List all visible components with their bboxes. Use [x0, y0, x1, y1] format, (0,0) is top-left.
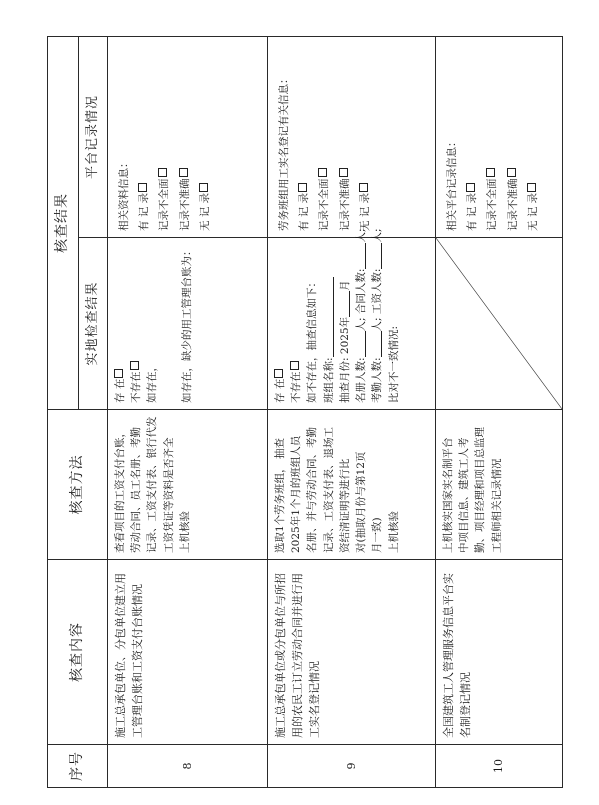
- checkbox[interactable]: [359, 183, 368, 192]
- checkbox[interactable]: [486, 169, 495, 178]
- row-content: 施工总承包单位或分包单位与所招用的农民工订立劳动合同并进行用工实名登记情况: [267, 560, 435, 745]
- row-seq: 10: [435, 745, 562, 788]
- fill-in-blank[interactable]: [371, 331, 382, 357]
- checkbox[interactable]: [114, 369, 123, 378]
- fill-in-blank[interactable]: [355, 243, 366, 269]
- fill-in-blank[interactable]: [355, 331, 366, 357]
- row-seq: 9: [267, 745, 435, 788]
- verification-table: [47, 36, 563, 788]
- checkbox[interactable]: [274, 369, 283, 378]
- row-onsite: 存 在 不存在 如不存在，抽查信息如下： 班组名称: 抽查月份: 2025年月 名册人数:人; 合同人数:人; 考勤人数:人; 工资人数:人; 比对不一致情况:: [267, 238, 435, 410]
- row-platform: 相关平台记录信息： 有 记 录 记录不全面 记录不准确 无 记 录: [435, 37, 562, 238]
- checkbox[interactable]: [138, 183, 147, 192]
- table-row-9: [267, 37, 435, 788]
- checkbox[interactable]: [507, 169, 516, 178]
- table-row-10: [435, 37, 562, 788]
- table-row-8: [107, 37, 267, 788]
- rotated-table-sheet: [47, 37, 554, 788]
- header-seq: 序号: [48, 745, 108, 788]
- fill-in-blank[interactable]: [339, 291, 350, 317]
- checkbox[interactable]: [130, 362, 139, 371]
- fill-in-blank[interactable]: [323, 277, 334, 357]
- checkbox[interactable]: [339, 169, 348, 178]
- checkbox[interactable]: [318, 169, 327, 178]
- header-method: 核查方法: [48, 410, 108, 560]
- checkbox[interactable]: [298, 183, 307, 192]
- row-platform: 相关资料信息： 有 记 录 记录不全面 记录不准确 无 记 录: [107, 37, 267, 238]
- row-seq: 8: [107, 745, 267, 788]
- header-platform: 平台记录情况: [78, 37, 107, 238]
- row-content: 全国建筑工人管理服务信息平台实名制登记情况: [435, 560, 562, 745]
- header-result: 核查结果: [48, 37, 79, 410]
- header-onsite: 实地检查结果: [78, 238, 107, 410]
- checkbox[interactable]: [158, 169, 167, 178]
- diagonal-strike: [436, 238, 562, 409]
- checkbox[interactable]: [527, 183, 536, 192]
- header-content: 核查内容: [48, 560, 108, 745]
- row-onsite: 存 在 不存在 如存在， 如存在，缺少的用工管理台账为：: [107, 238, 267, 410]
- checkbox[interactable]: [290, 362, 299, 371]
- row-method: 上机核实国家实名制平台 中项目信息、建筑工人考 勤、项目经理和项目总监理 工程师相关记录情况: [435, 410, 562, 560]
- checkbox[interactable]: [199, 183, 208, 192]
- row-method: 选取1个劳务班组， 抽查 2025年1个月的班组人员 名册、并与劳动合同、考勤 记录、工资支付表、退场工 资结清证明等进行比 对(抽取月份与第12页 月一致) 上机核验: [267, 410, 435, 560]
- row-platform: 劳务班组用工实名登记有关信息： 有 记 录 记录不全面 记录不准确 无 记 录: [267, 37, 435, 238]
- checkbox[interactable]: [179, 169, 188, 178]
- checkbox[interactable]: [466, 183, 475, 192]
- row-onsite-not-applicable: [435, 238, 562, 410]
- row-content: 施工总承包单位、分包单位建立用工管理台账和工资支付台账情况: [107, 560, 267, 745]
- fill-in-blank[interactable]: [371, 243, 382, 269]
- row-method: 查看项目的工资支付台账， 劳动合同、员工名册、考勤 记录、工资支付表、银行代发 工资凭证等资料是否齐全 上机核验: [107, 410, 267, 560]
